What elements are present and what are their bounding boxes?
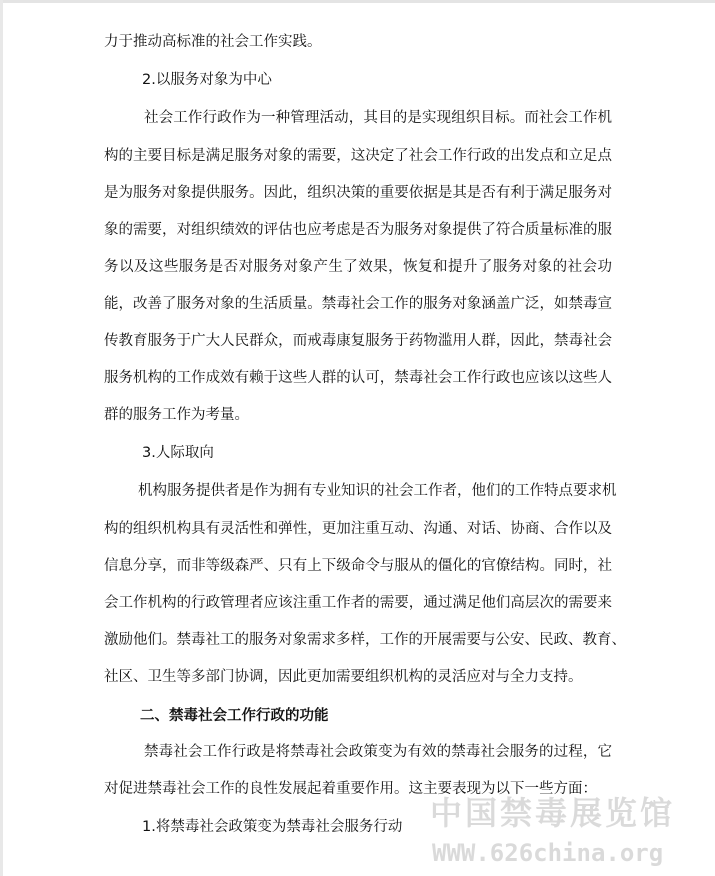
part-2-heading: 二、禁毒社会工作行政的功能	[140, 708, 329, 724]
paragraph-line: 社会工作行政作为一种管理活动，其目的是实现组织目标。而社会工作机	[144, 110, 612, 126]
watermark-title: 中国禁毒展览馆	[430, 794, 676, 832]
paragraph-line: 能，改善了服务对象的生活质量。禁毒社会工作的服务对象涵盖广泛，如禁毒宣	[104, 296, 612, 312]
paragraph-line: 构的组织机构具有灵活性和弹性，更加注重互动、沟通、对话、协商、合作以及	[104, 521, 612, 537]
page-top-edge	[0, 0, 715, 3]
paragraph-line: 信息分享，而非等级森严、只有上下级命令与服从的僵化的官僚结构。同时，社	[104, 558, 612, 574]
paragraph-line: 对促进禁毒社会工作的良性发展起着重要作用。这主要表现为以下一些方面：	[104, 781, 597, 797]
paragraph-line: 会工作机构的行政管理者应该注重工作者的需要，通过满足他们高层次的需要来	[104, 595, 612, 611]
paragraph-line: 机构服务提供者是作为拥有专业知识的社会工作者，他们的工作特点要求机	[138, 483, 617, 499]
carry-over-line: 力于推动高标准的社会工作实践。	[104, 34, 322, 50]
section-2-heading: 2.以服务对象为中心	[142, 72, 272, 88]
paragraph-line: 禁毒社会工作行政是将禁毒社会政策变为有效的禁毒社会服务的过程，它	[144, 744, 612, 760]
paragraph-line: 激励他们。禁毒社工的服务对象需求多样，工作的开展需要与公安、民政、教育、	[104, 632, 626, 648]
watermark-url: WWW.626china.org	[432, 839, 664, 867]
paragraph-line: 务以及这些服务是否对服务对象产生了效果，恢复和提升了服务对象的社会功	[104, 259, 612, 275]
paragraph-line: 服务机构的工作成效有赖于这些人群的认可，禁毒社会工作行政也应该以这些人	[104, 370, 612, 386]
part-2-subheading: 1.将禁毒社会政策变为禁毒社会服务行动	[142, 819, 403, 835]
paragraph-line: 传教育服务于广大人民群众，而戒毒康复服务于药物滥用人群，因此，禁毒社会	[104, 333, 612, 349]
paragraph-line: 是为服务对象提供服务。因此，组织决策的重要依据是其是否有利于满足服务对	[104, 185, 612, 201]
section-3-heading: 3.人际取向	[142, 445, 214, 461]
paragraph-line: 构的主要目标是满足服务对象的需要，这决定了社会工作行政的出发点和立足点	[104, 148, 612, 164]
paragraph-line: 社区、卫生等多部门协调，因此更加需要组织机构的灵活应对与全力支持。	[104, 669, 583, 685]
paragraph-line: 群的服务工作为考量。	[104, 407, 249, 423]
paragraph-line: 象的需要，对组织绩效的评估也应考虑是否为服务对象提供了符合质量标准的服	[104, 222, 612, 238]
page-left-edge	[0, 0, 3, 876]
